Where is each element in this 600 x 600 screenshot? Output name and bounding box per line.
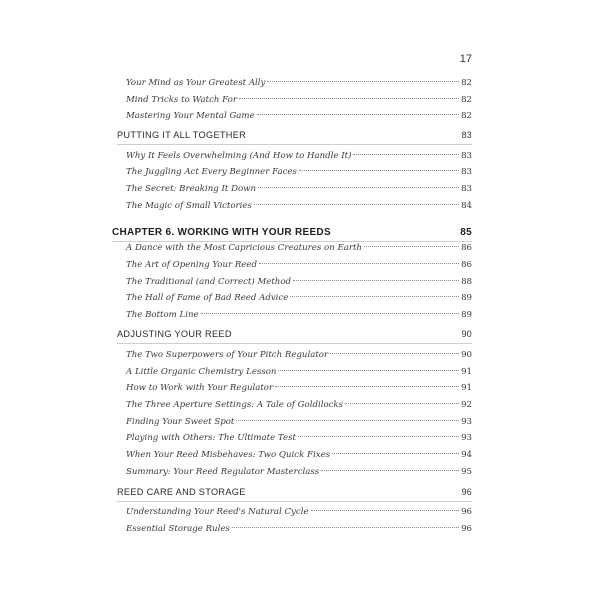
heading-underline [112,241,472,242]
entry-page-number: 96 [461,524,472,534]
entry-title: The Hall of Fame of Bad Reed Advice [126,293,289,303]
heading-underline [117,343,472,344]
entry-page-number: 94 [461,450,472,460]
dot-leader [278,370,459,371]
heading-underline [117,501,472,502]
entry-page-number: 85 [460,227,472,238]
dot-leader [257,114,459,115]
entry-page-number: 90 [461,350,472,360]
dot-leader [330,353,459,354]
entry-title: Finding Your Sweet Spot [126,417,235,427]
section-heading-entry [117,130,472,140]
entry-page-number: 89 [461,293,472,303]
entry-page-number: 82 [461,111,472,121]
entry-title: Summary: Your Reed Regulator Masterclass [126,467,320,477]
dot-leader [239,98,459,99]
dot-leader [267,81,459,82]
entry-page-number: 89 [461,310,472,320]
dot-leader [293,280,459,281]
toc-entry [126,95,472,105]
entry-title: A Dance with the Most Capricious Creatures on Earth [126,243,362,253]
dot-leader [290,296,459,297]
dot-leader [321,470,459,471]
toc-entry [126,350,472,360]
entry-title: Mind Tricks to Watch For [126,95,237,105]
dot-leader [299,170,459,171]
dot-leader [254,204,459,205]
page-number: 17 [459,53,472,65]
toc-entry [126,467,472,477]
entry-page-number: 83 [461,130,472,140]
entry-title: The Traditional (and Correct) Method [126,277,292,287]
toc-entry [126,524,472,534]
entry-page-number: 91 [461,367,472,377]
toc-entry [126,450,472,460]
toc-entry [126,277,472,287]
dot-leader [232,527,459,528]
entry-page-number: 82 [461,78,472,88]
entry-page-number: 95 [461,467,472,477]
dot-leader [259,263,459,264]
entry-title: Playing with Others: The Ultimate Test [126,433,296,443]
dot-leader [345,403,459,404]
chapter-heading-entry [112,227,472,238]
entry-title: How to Work with Your Regulator [126,383,274,393]
toc-entry [126,367,472,377]
entry-title: REED CARE AND STORAGE [117,487,246,497]
dot-leader [201,313,459,314]
toc-entry [126,310,472,320]
toc-entry [126,293,472,303]
entry-title: Essential Storage Rules [126,524,230,534]
entry-title: Why It Feels Overwhelming (And How to Handle It) [126,151,352,161]
entry-page-number: 96 [461,487,472,497]
dot-leader [275,386,459,387]
entry-title: A Little Organic Chemistry Lesson [126,367,277,377]
entry-title: The Two Superpowers of Your Pitch Regulator [126,350,329,360]
entry-page-number: 93 [461,433,472,443]
toc-entry [126,417,472,427]
toc-entry [126,201,472,211]
entry-page-number: 86 [461,243,472,253]
entry-title: Mastering Your Mental Game [126,111,255,121]
toc-entry [126,400,472,410]
toc-entry [126,78,472,88]
dot-leader [258,187,459,188]
entry-page-number: 83 [461,167,472,177]
entry-title: The Secret: Breaking It Down [126,184,257,194]
entry-title: The Bottom Line [126,310,199,320]
toc-entry [126,111,472,121]
toc-entry [126,260,472,270]
dot-leader [364,246,459,247]
entry-page-number: 83 [461,151,472,161]
section-heading-entry [117,329,472,339]
entry-page-number: 96 [461,507,472,517]
heading-underline [117,144,472,145]
toc-entry [126,383,472,393]
entry-page-number: 86 [461,260,472,270]
entry-title: The Art of Opening Your Reed [126,260,257,270]
entry-title: When Your Reed Misbehaves: Two Quick Fixes [126,450,331,460]
entry-title: CHAPTER 6. WORKING WITH YOUR REEDS [112,227,331,238]
entry-page-number: 88 [461,277,472,287]
toc-entry [126,433,472,443]
toc-entry [126,507,472,517]
dot-leader [311,510,460,511]
toc-entry [126,167,472,177]
entry-title: The Three Aperture Settings: A Tale of Goldilocks [126,400,344,410]
entry-title: Understanding Your Reed's Natural Cycle [126,507,309,517]
entry-title: The Magic of Small Victories [126,201,252,211]
entry-title: Your Mind as Your Greatest Ally [126,78,266,88]
entry-title: ADJUSTING YOUR REED [117,329,232,339]
entry-page-number: 84 [461,201,472,211]
entry-title: PUTTING IT ALL TOGETHER [117,130,247,140]
dot-leader [332,453,459,454]
dot-leader [236,420,459,421]
section-heading-entry [117,487,472,497]
entry-page-number: 92 [461,400,472,410]
toc-entry [126,184,472,194]
entry-page-number: 93 [461,417,472,427]
toc-entry [126,151,472,161]
dot-leader [353,154,459,155]
entry-page-number: 82 [461,95,472,105]
toc-entry [126,243,472,253]
dot-leader [298,436,459,437]
entry-page-number: 91 [461,383,472,393]
entry-page-number: 90 [461,329,472,339]
entry-page-number: 83 [461,184,472,194]
entry-title: The Juggling Act Every Beginner Faces [126,167,297,177]
